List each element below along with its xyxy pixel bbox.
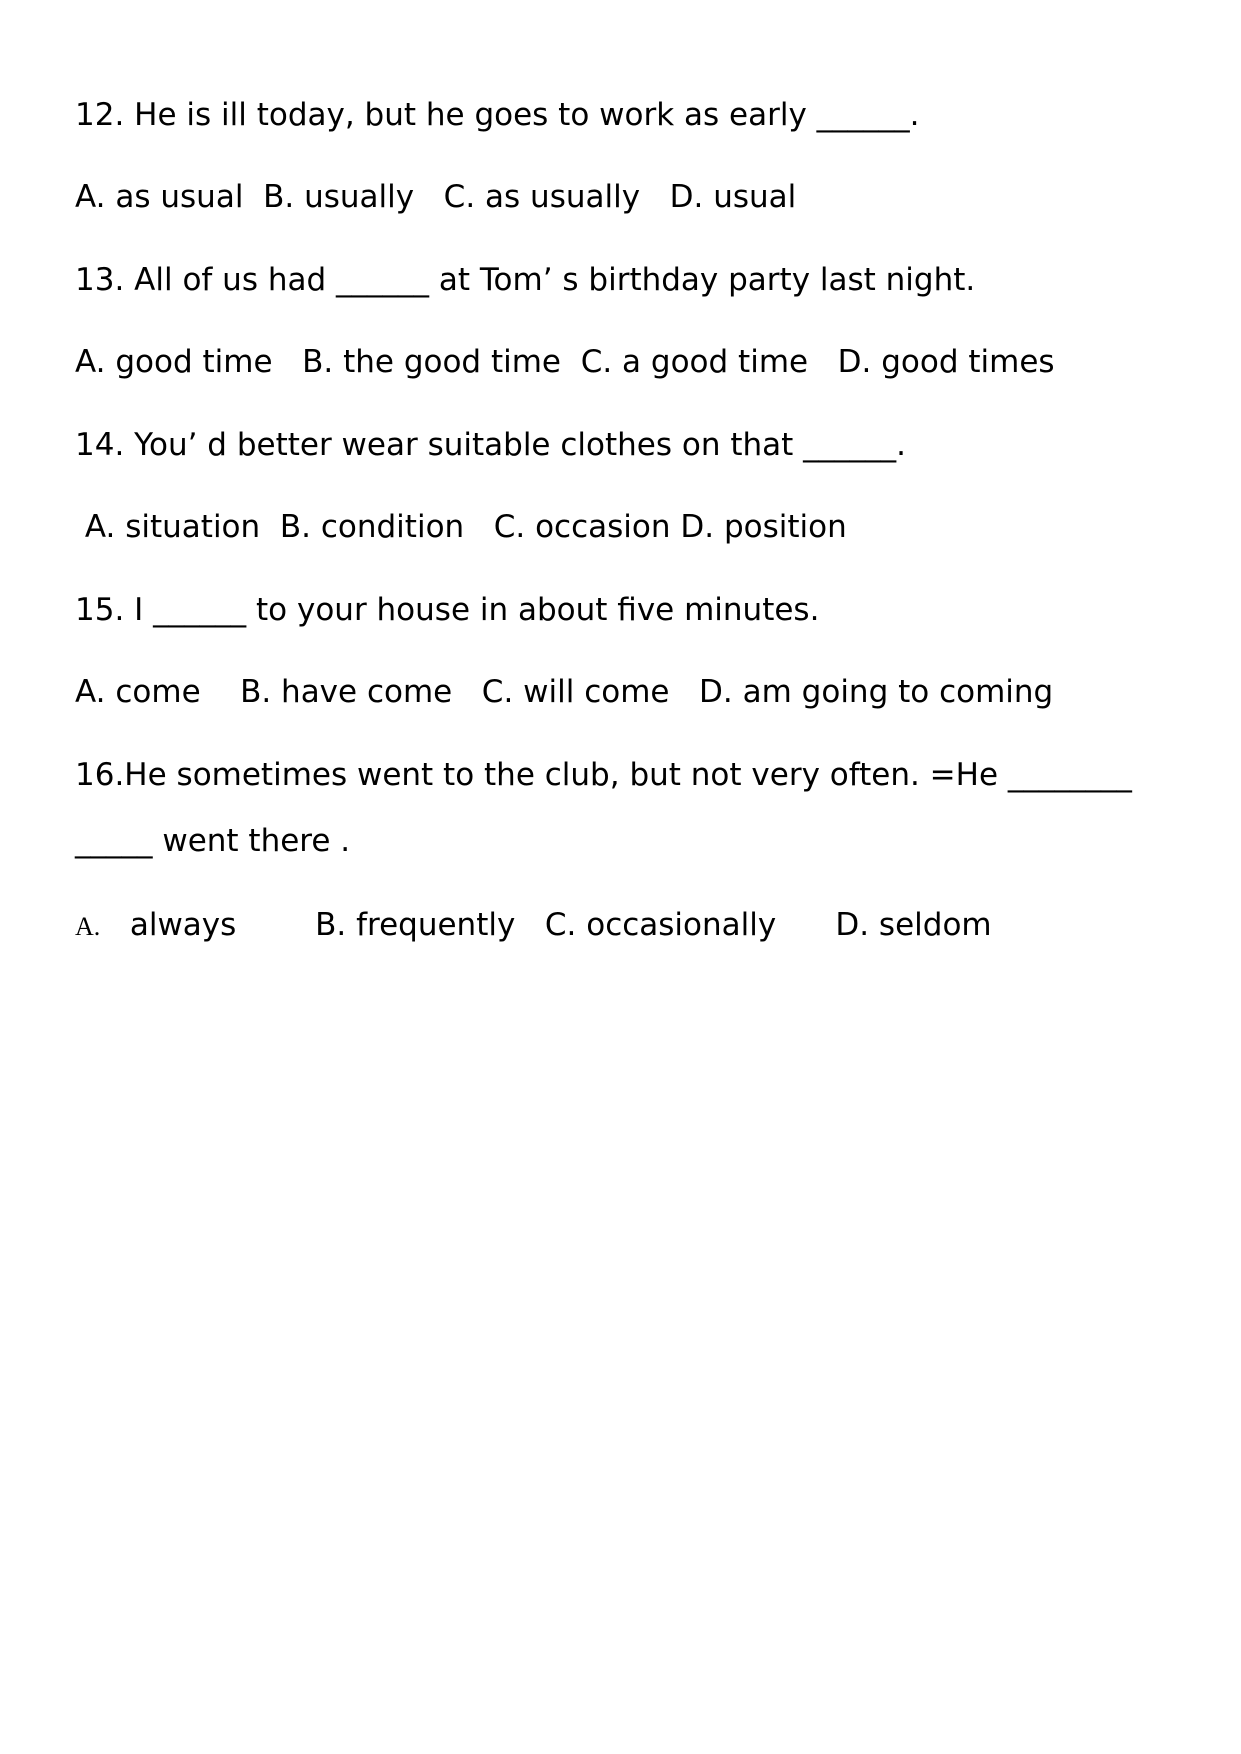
question-15-stem: 15. I ______ to your house in about five minutes. bbox=[75, 592, 820, 628]
question-12-options: A. as usual B. usually C. as usually D. usual bbox=[75, 179, 797, 215]
question-16-options bbox=[75, 905, 992, 947]
question-16-stem-line2: _____ went there . bbox=[75, 823, 351, 859]
question-13-stem: 13. All of us had ______ at Tom’ s birthday party last night. bbox=[75, 262, 976, 298]
question-15-options: A. come B. have come C. will come D. am going to coming bbox=[75, 674, 1054, 710]
question-16-stem-line1: 16.He sometimes went to the club, but not very often. =He ________ bbox=[75, 757, 1132, 793]
question-16-options-rest: always B. frequently C. occasionally D. seldom bbox=[129, 907, 992, 943]
question-16-option-a-letter: A. bbox=[75, 912, 101, 941]
question-12-stem: 12. He is ill today, but he goes to work as early ______. bbox=[75, 97, 920, 133]
question-14-stem: 14. You’ d better wear suitable clothes on that ______. bbox=[75, 427, 906, 463]
question-13-options: A. good time B. the good time C. a good time D. good times bbox=[75, 344, 1055, 380]
question-14-options: A. situation B. condition C. occasion D. position bbox=[75, 509, 847, 545]
